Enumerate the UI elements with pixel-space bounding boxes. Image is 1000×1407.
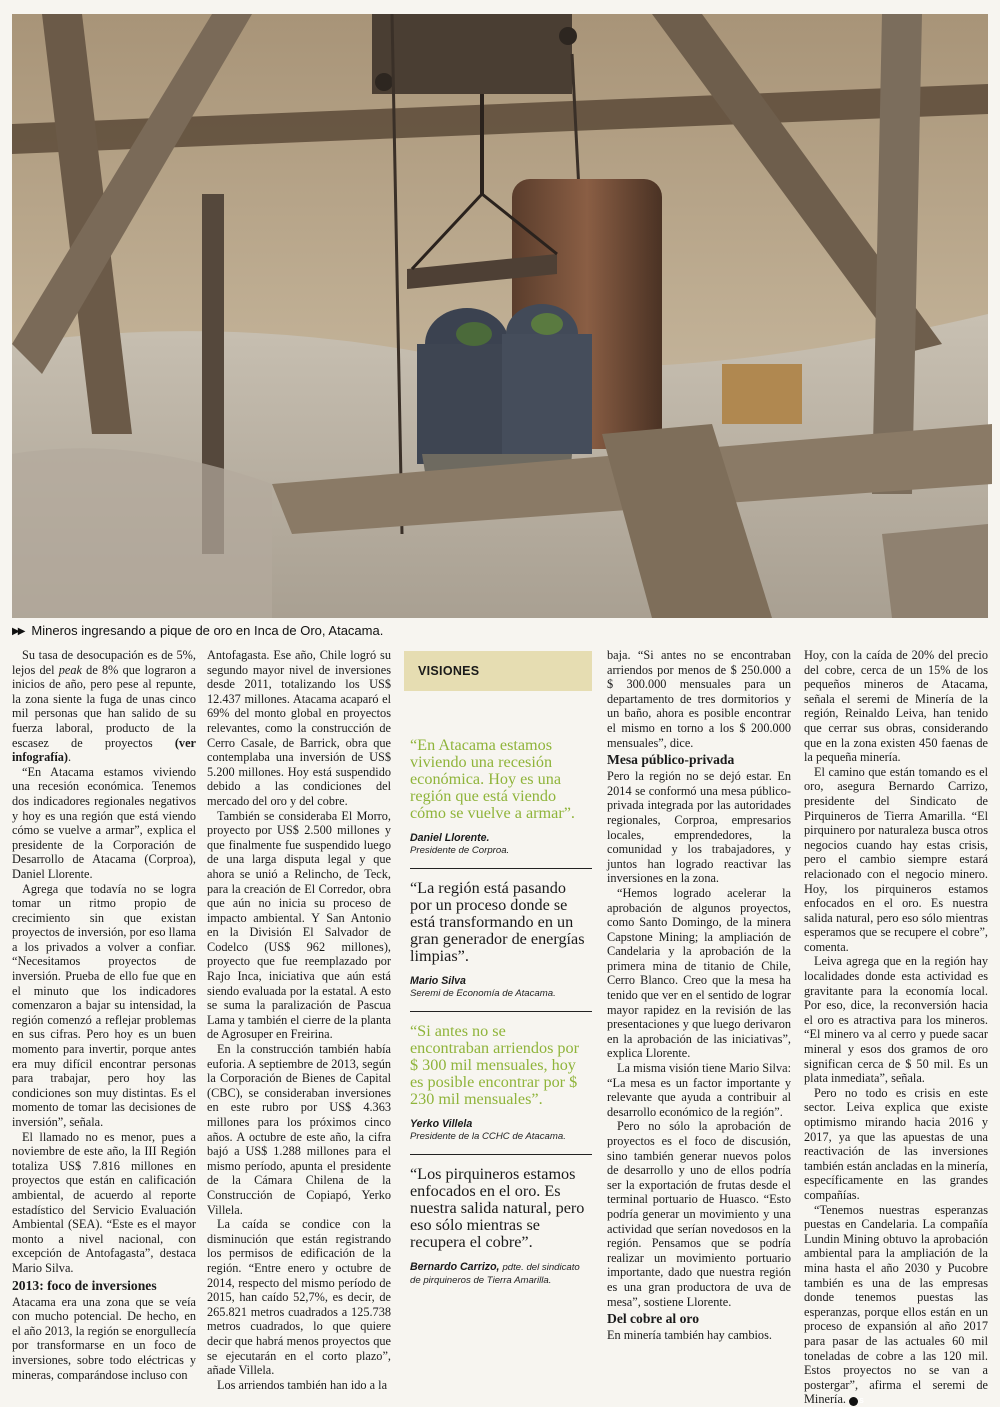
box [722,364,802,424]
quote-author: Mario Silva [410,975,466,987]
quote-author [410,1261,588,1287]
paragraph: Leiva agrega que en la región hay localidades donde esta actividad es gravitante para la economía local. Por eso, dice, la reconversión hacia el oro es atractiva para los mineros. “El minero va al cerro y puede sacar mineral y esos dos gramos de oro significan cerca de $ 50 mil. Es un plata inmediata”, señala. [804,954,988,1086]
quote-role: Presidente de la CCHC de Atacama. [410,1131,566,1142]
paragraph: Pero no todo es crisis en este sector. Leiva explica que existe optimismo mirando hacia 2016 y 2017, ya que las apuestas de una reactivación de las inversiones también están ancladas en la minería, específicamente en las grandes compañías. [804,1085,988,1202]
pulley-frame [372,14,572,94]
text-run: . [68,750,72,765]
paragraph: En minería también hay cambios. [607,1328,772,1343]
bolt [375,73,393,91]
paragraph: En la construcción también había euforia. A septiembre de 2013, según la Corporación de Bienes de Capital (CBC), se consideraban inversiones en este rubro por US$ 4.363 millones para los próximos cinco años. A octubre de este año, la cifra bajó a US$ 1.288 millones para el mismo período, apunta el presidente de la Cámara Chilena de la Construcción de Copiapó, Yerko Villela. [207,1042,391,1217]
divider [410,1154,592,1155]
infographic-reference: (ver infografía) [12,735,196,765]
paragraph: Los arriendos también han ido a la [217,1377,388,1392]
text-run: de 8% que lograron a inicios de año, pero pese al repunte, la zona siente la fuga de unas cinco mil personas que han salido de su fuerza laboral, producto de la escasez de proyectos [12,662,196,750]
paragraph: Antofagasta. Ese año, Chile logró su segundo mayor nivel de inversiones desde 2011, totalizando los US$ 12.437 millones. Atacama acaparó el 69% del monto global en proyectos relevantes, como la construcción de Cerro Casale, de Barrick, obra que contemplaba una inversión de US$ 5.200 millones. Hoy está suspendido debido a las condiciones del mercado del oro y del cobre. [207,648,391,808]
divider [410,1011,592,1012]
rock-pile [12,448,272,618]
article-column-1 [12,648,196,1382]
quote-role: pdte. del sindicato de pirquineros de Tierra Amarilla. [410,1262,580,1286]
article-column-2 [207,648,391,1392]
quote-block [404,1166,592,1287]
miner-right-body [502,334,592,454]
article-column-5 [804,648,988,1407]
quote-role: Seremi de Economía de Atacama. [410,988,556,999]
divider [410,868,592,869]
article-column-4 [607,648,791,1348]
paragraph: Atacama era una zona que se veía con mucho potencial. De hecho, en el año 2013, la región se enorgullecía por transformarse en un foco de inversiones, sobre todo eléctricas y mineras, comparándose incluso con [12,1294,196,1382]
quote-text: “La región está pasando por un proceso donde se está transformando en un gran generador de energías limpias”. [410,879,585,965]
paragraph: Pero no sólo la aprobación de proyectos es el foco de discusión, sino también generar nuevos polos de desarrollo y uno de ellos podría ser la exportación de frutas desde el terminal portuario de Huasco. “Esto podría generar un movimiento y una actividad que serían novedosos en la región. Pensamos que se podría realizar un movimiento portuario importante, dado que nuestra región es una gran productora de uva de mesa”, sostiene Llorente. [607,1119,791,1309]
paragraph: baja. “Si antes no se encontraban arriendos por menos de $ 250.000 a $ 300.000 mensuales para un departamento de tres dormitorios y un baño, ahora es posible encontrar el mismo en torno a los $ 200.000 mensuales”, dice. [607,648,791,750]
subheading: Del cobre al oro [607,1311,699,1327]
quote-block [404,737,592,857]
photo-miners [12,14,988,618]
paragraph: La caída se condice con la disminución que están registrando los permisos de edificación de la región. “Entre enero y octubre de 2014, respecto del mismo período de 2015, han caído 52,7%, es decir, de 265.821 metros cuadrados a 125.738 metros cuadrados, lo que quiere decir que habrá menos proyectos que se ejecutarán en el corto plazo”, añade Villela. [207,1217,391,1378]
quote-author: Yerko Villela [410,1118,473,1130]
paragraph [804,1203,988,1407]
paragraph: La misma visión tiene Mario Silva: “La mesa es un factor importante y relevante que ayuda a contribuir al desarrollo económico de la región”. [607,1061,791,1119]
paragraph: “Hemos logrado acelerar la aprobación de algunos proyectos, como Santo Domingo, de la minera Capstone Mining; la ampliación de Candelaria y la aprobación de la primera mina de titanio de Chile, Cerro Blanco. Creo que la mesa ha tenido que ver en el sentido de lograr mayor rapidez en la revisión de las presentaciones y que luego derivaron en la aprobación de las iniciativas”, explica Llorente. [607,885,791,1061]
visions-header: VISIONES [404,651,592,691]
photo-caption [12,621,988,641]
paragraph [12,648,196,765]
quote-author-name: Bernardo Carrizo, [410,1261,500,1273]
bolt [559,27,577,45]
end-mark-icon: S [849,1397,858,1406]
subheading: 2013: foco de inversiones [12,1277,157,1293]
paragraph: El llamado no es menor, pues a noviembre de este año, la III Región totaliza US$ 7.816 millones en proyectos que están en calificación ambiental, de acuerdo al reporte estadístico del Servicio Evaluación Ambiental (SEA). “Este es el mayor monto a nivel nacional, con excepción de Antofagasta”, destaca Mario Silva. [12,1129,196,1275]
quote-author: Daniel Llorente. [410,832,490,844]
subheading: Mesa público-privada [607,752,735,768]
helmet [531,313,563,335]
text-run: Su tasa de desocupación es de 5%, lejos del [12,648,196,677]
visions-sidebar [404,651,592,1351]
paragraph: El camino que están tomando es el oro, asegura Bernardo Carrizo, presidente del Sindicato de Pirquineros de Tierra Amarilla. “El pirquinero por naturaleza busca otros negocios cuando hay estas crisis, pero el cambio siempre estará relacionado con el negocio minero. Hoy, los pirquineros estamos enfocados en el oro. Es nuestra salida natural, pero eso sólo mientras esperamos que se recupere el cobre”, comenta. [804,764,988,954]
quote-block [404,880,592,1000]
quote-text: “Si antes no se encontraban arriendos por $ 300 mil mensuales, hoy es posible encontrar por $ 230 mil mensuales”. [410,1022,579,1108]
paragraph: “En Atacama estamos viviendo una recesión económica. Tenemos dos indicadores regionales negativos y hoy es una región que está viendo cómo se vuelve a armar”, explica el presidente de la Corporación de Desarrollo de Atacama (Corproa), Daniel Llorente. [12,764,196,881]
timber-block [882,524,988,618]
caption-text: Mineros ingresando a pique de oro en Inca de Oro, Atacama. [31,623,384,638]
helmet [456,322,492,346]
text-run: “Tenemos nuestras esperanzas puestas en Candelaria. La compañía Lundin Mining obtuvo la aprobación ambiental para la ampliación de la mina hasta el año 2030 y Pucobre también es una de las empresas donde tenemos puestas las esperanzas, porque ellos están en un proceso de expansión al año 2017 para pasar de las actuales 60 mil toneladas de cobre a las 120 mil. Estos proyectos no se van a postergar”, afirma el seremi de Minería. [804,1202,988,1407]
quote-role: Presidente de Corproa. [410,845,510,856]
double-arrow-icon: ▶▶ [12,626,24,637]
text-run-italic: peak [58,662,82,677]
paragraph: Agrega que todavía no se logra tomar un ritmo propio de crecimiento sin que existan proyectos de inversión, por eso llama a los privados a volver a confiar. “Necesitamos proyectos de inversión. Prueba de ello fue que en el minuto que los indicadores comenzaron a bajar su intensidad, la región comenzó a reflejar problemas en sus cifras. Pero hoy es un buen momento para invertir, porque antes era muy difícil encontrar personas para trabajar, pero hoy las condiciones son muy distintas. Es el momento de tomar las decisiones de inversión”, señala. [12,881,196,1129]
paragraph: Hoy, con la caída de 20% del precio del cobre, cerca de un 15% de los pequeños mineros de Atacama, señala el seremi de Minería de la región, Reinaldo Leiva, han tenido que cerrar sus obras, considerando que en la zona existen 450 faenas de la pequeña minería. [804,648,988,765]
paragraph: Pero la región no se dejó estar. En 2014 se conformó una mesa público-privada integrada por las autoridades regionales, Corproa, empresarios locales, emprendedores, la comunidad y los trabajadores, y juntos han logrado reactivar las inversiones en la zona. [607,769,791,886]
quote-text: “Los pirquineros estamos enfocados en el oro. Es nuestra salida natural, pero eso sólo mientras se recupera el cobre”. [410,1165,585,1251]
photo-illustration [12,14,988,618]
quote-block [404,1023,592,1143]
quote-text: “En Atacama estamos viviendo una recesión económica. Hoy es una región que está viendo cómo se vuelve a armar”. [410,736,575,822]
paragraph: También se consideraba El Morro, proyecto por US$ 2.500 millones y que finalmente fue suspendido luego de una larga disputa legal y que ahora se unió a Relincho, de Teck, para la creación de El Corredor, obra que aún no inicia su proceso de impacto ambiental. Y San Antonio en la División El Salvador de Codelco (US$ 962 millones), proyecto que fue reemplazado por Rajo Inca, iniciativa que aún está siendo evaluada por la estatal. A esto se suma la paralización de Pascua Lama y también el cierre de la planta de Agrosuper en Freirina. [207,808,391,1042]
